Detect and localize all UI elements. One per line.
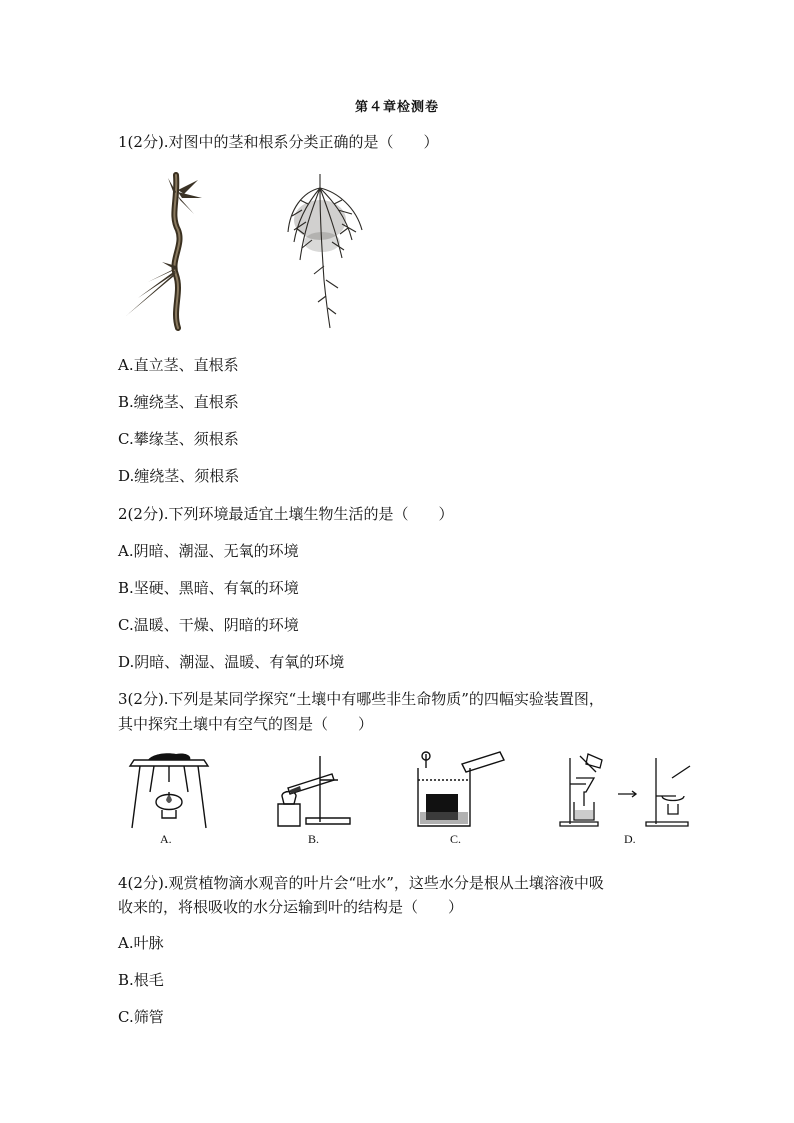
question-2-option-b: B.坚硬、黑暗、有氧的环境 xyxy=(118,579,299,597)
question-4-stem-line1: 4(2分).观赏植物滴水观音的叶片会“吐水”，这些水分是根从土壤溶液中吸 xyxy=(118,874,604,892)
apparatus-b-label: B. xyxy=(308,832,320,846)
page-title: 第４章检测卷 xyxy=(354,100,439,115)
apparatus-d-figure xyxy=(556,752,696,830)
question-4-option-a: A.叶脉 xyxy=(118,934,164,952)
question-2-option-c: C.温暖、干燥、阴暗的环境 xyxy=(118,616,299,634)
question-4-option-b: B.根毛 xyxy=(118,971,164,989)
question-1-option-c: C.攀缘茎、须根系 xyxy=(118,430,239,448)
fibrous-root-figure xyxy=(282,170,367,332)
apparatus-c-label: C. xyxy=(450,832,462,846)
question-1-option-d: D.缠绕茎、须根系 xyxy=(118,467,240,485)
question-3-stem-line2: 其中探究土壤中有空气的图是（ ） xyxy=(118,715,374,733)
question-2-option-a: A.阴暗、潮湿、无氧的环境 xyxy=(118,542,299,560)
question-4-stem-line2: 收来的，将根吸收的水分运输到叶的结构是（ ） xyxy=(118,898,464,916)
apparatus-c-figure xyxy=(412,750,508,830)
question-4-option-c: C.筛管 xyxy=(118,1008,164,1026)
question-2-option-d: D.阴暗、潮湿、温暖、有氧的环境 xyxy=(118,653,345,671)
apparatus-b-figure xyxy=(270,752,356,830)
question-3-stem-line1: 3(2分).下列是某同学探究“土壤中有哪些非生命物质”的四幅实验装置图， xyxy=(118,690,604,708)
apparatus-a-figure xyxy=(126,752,212,830)
question-1-stem: 1(2分).对图中的茎和根系分类正确的是（ ） xyxy=(118,133,439,151)
question-1-option-a: A.直立茎、直根系 xyxy=(118,356,239,374)
twining-stem-figure xyxy=(118,170,208,332)
question-1-option-b: B.缠绕茎、直根系 xyxy=(118,393,239,411)
apparatus-a-label: A. xyxy=(160,832,172,846)
apparatus-d-label: D. xyxy=(624,832,636,846)
question-2-stem: 2(2分).下列环境最适宜土壤生物生活的是（ ） xyxy=(118,505,454,523)
